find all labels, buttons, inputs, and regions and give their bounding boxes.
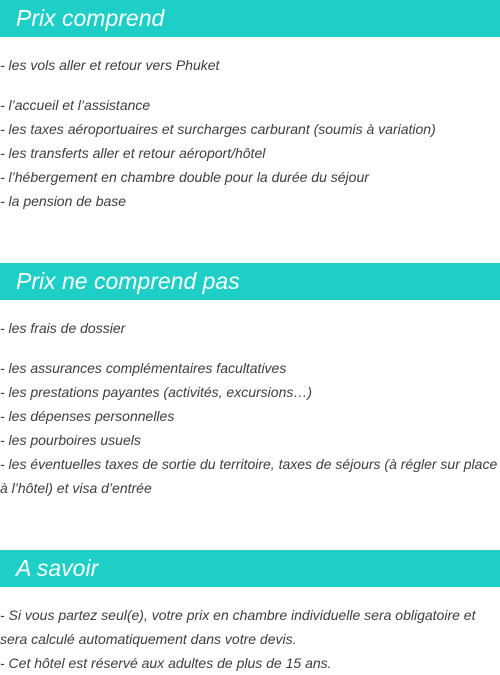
section-header-included	[0, 0, 500, 37]
included-list	[0, 53, 500, 213]
list-item: - les prestations payantes (activités, excursions…)	[0, 384, 313, 400]
list-item: - les transferts aller et retour aéroport/hôtel	[0, 145, 266, 161]
good-to-know-list	[0, 603, 500, 675]
list-item: - les vols aller et retour vers Phuket	[0, 57, 220, 73]
list-item: - Cet hôtel est réservé aux adultes de plus de 15 ans.	[0, 655, 332, 671]
list-item: - l’hébergement en chambre double pour la durée du séjour	[0, 169, 369, 185]
section-title: Prix comprend	[16, 5, 165, 31]
list-item: - Si vous partez seul(e), votre prix en chambre individuelle sera obligatoire et sera calculé automatiquement dans votre devis.	[0, 607, 476, 647]
section-title: A savoir	[16, 555, 99, 581]
list-item: - l’accueil et l’assistance	[0, 97, 151, 113]
section-header-not-included	[0, 263, 500, 300]
list-item: - les éventuelles taxes de sortie du territoire, taxes de séjours (à régler sur place à l’hôtel) et visa d’entrée	[0, 456, 498, 496]
section-title: Prix ne comprend pas	[16, 268, 240, 294]
list-item: - les taxes aéroportuaires et surcharges carburant (soumis à variation)	[0, 121, 436, 137]
list-item: - les dépenses personnelles	[0, 408, 175, 424]
list-item: - les pourboires usuels	[0, 432, 141, 448]
list-item: - la pension de base	[0, 193, 127, 209]
not-included-list	[0, 316, 500, 500]
section-header-good-to-know	[0, 550, 500, 587]
list-item: - les assurances complémentaires facultatives	[0, 360, 287, 376]
list-item: - les frais de dossier	[0, 320, 126, 336]
